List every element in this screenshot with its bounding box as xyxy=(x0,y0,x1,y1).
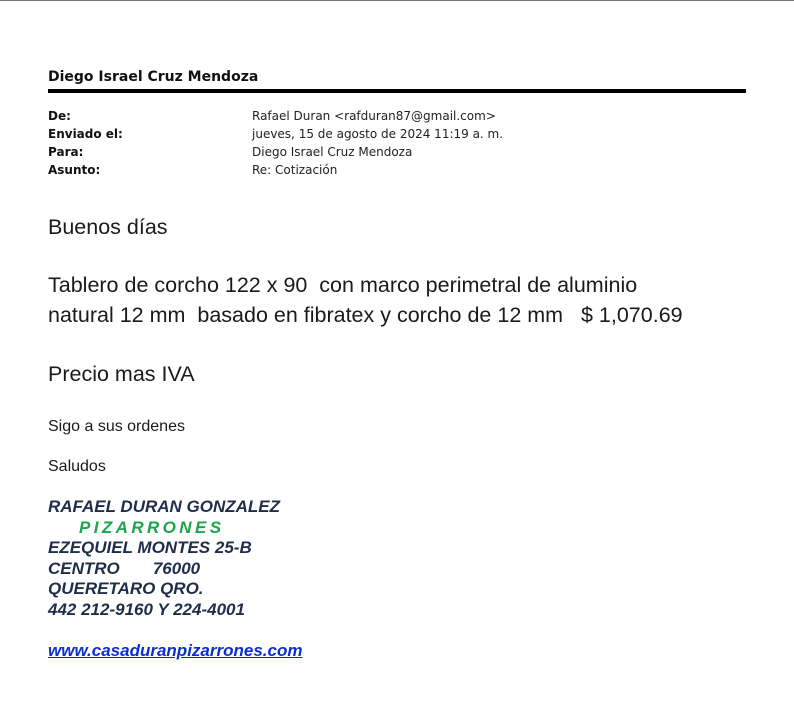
closing-text: Sigo a sus ordenes xyxy=(48,418,185,435)
signature-company: PIZARRONES xyxy=(79,517,225,537)
signature-address: EZEQUIEL MONTES 25-B xyxy=(48,538,252,557)
email-metadata xyxy=(48,107,748,179)
header-divider xyxy=(48,89,746,93)
greeting-text: Buenos días xyxy=(48,215,168,239)
meta-value-subject: Re: Cotización xyxy=(252,163,338,177)
website-link[interactable]: www.casaduranpizarrones.com xyxy=(48,641,303,660)
meta-row-from xyxy=(48,107,748,125)
meta-row-sent xyxy=(48,125,748,143)
signature-name: RAFAEL DURAN GONZALEZ xyxy=(48,497,281,516)
farewell-text: Saludos xyxy=(48,458,106,475)
signature-district: CENTRO 76000 xyxy=(48,558,201,578)
signature-city: QUERETARO QRO. xyxy=(48,579,204,598)
window-top-border xyxy=(0,0,794,1)
meta-value-sent: jueves, 15 de agosto de 2024 11:19 a. m. xyxy=(252,127,504,141)
product-description xyxy=(48,270,768,330)
meta-row-subject xyxy=(48,161,748,179)
product-line-2: natural 12 mm basado en fibratex y corcho de 12 mm $ 1,070.69 xyxy=(48,303,683,327)
recipient-header-name: Diego Israel Cruz Mendoza xyxy=(48,69,259,85)
signature-phones: 442 212-9160 Y 224-4001 xyxy=(48,599,245,619)
meta-row-to xyxy=(48,143,748,161)
email-signature xyxy=(48,497,280,620)
meta-label-sent: Enviado el: xyxy=(48,127,123,141)
meta-value-from: Rafael Duran <rafduran87@gmail.com> xyxy=(252,109,496,123)
price-note: Precio mas IVA xyxy=(48,362,195,386)
meta-value-to: Diego Israel Cruz Mendoza xyxy=(252,145,413,159)
meta-label-from: De: xyxy=(48,109,71,123)
meta-label-to: Para: xyxy=(48,145,84,159)
product-line-1: Tablero de corcho 122 x 90 con marco perimetral de aluminio xyxy=(48,273,638,297)
meta-label-subject: Asunto: xyxy=(48,163,101,177)
